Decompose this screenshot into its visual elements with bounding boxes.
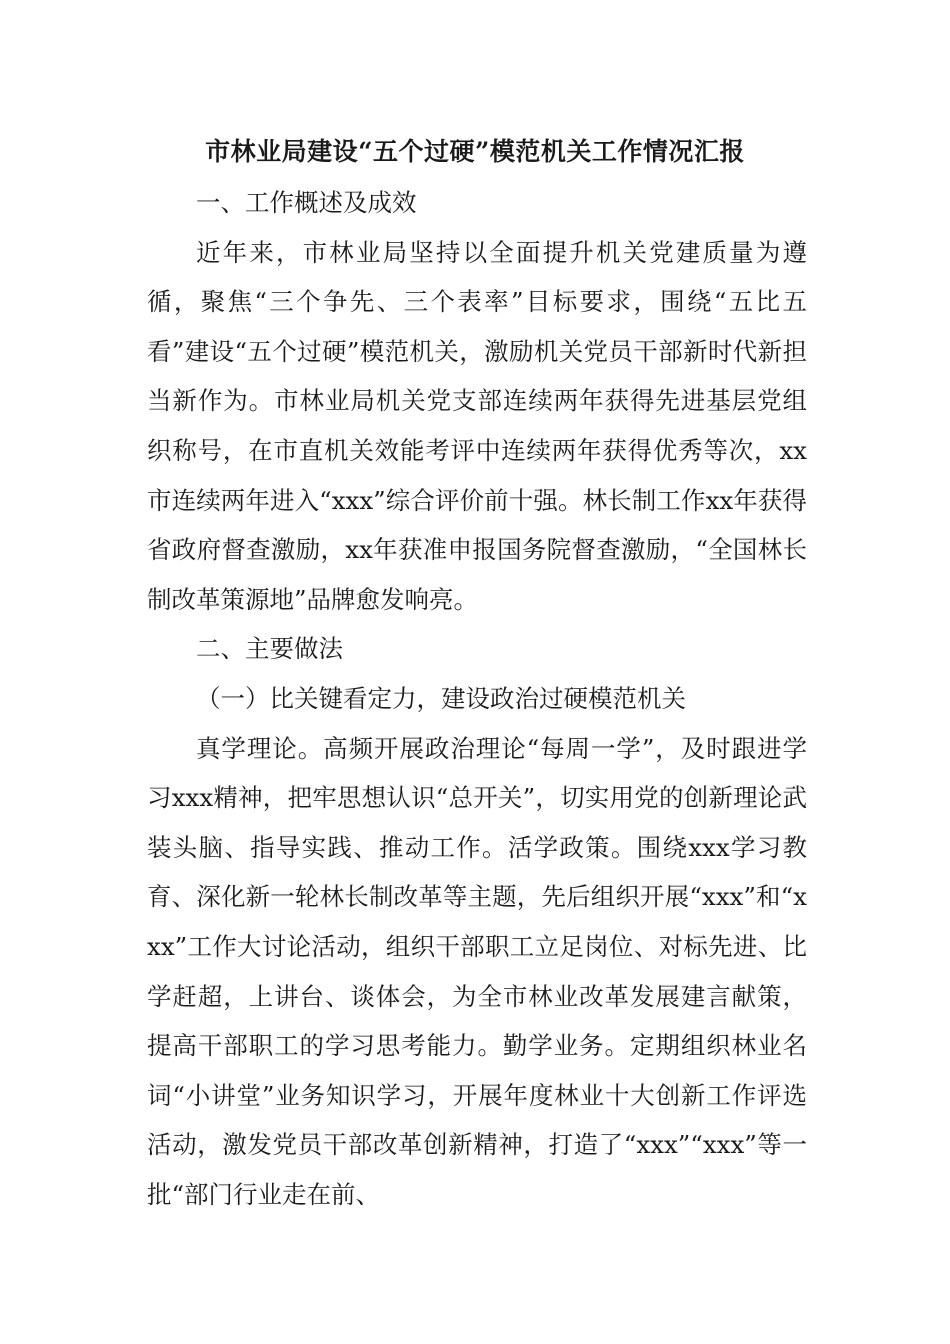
subsection-heading-political: （一）比关键看定力，建设政治过硬模范机关 [196, 683, 686, 713]
document-title: 市林业局建设“五个过硬”模范机关工作情况汇报 [205, 137, 745, 166]
section-heading-overview: 一、工作概述及成效 [196, 188, 417, 217]
paragraph-overview: 近年来，市林业局坚持以全面提升机关党建质量为遵循，聚焦“三个争先、三个表率”目标要求，围绕“五比五看”建设“五个过硬”模范机关，激励机关党员干部新时代新担当新作为。市林业局机关党支部连续两年获得先进基层党组织称号，在市直机关效能考评中连续两年获得优秀等次，xx市连续两年进入“xxx”综合评价前十强。林长制工作xx年获得省政府督查激励，xx年获准申报国务院督查激励，“全国林长制改革策源地”品牌愈发响亮。 [147, 237, 807, 614]
document-body [147, 178, 807, 1219]
section-heading-main-practices: 二、主要做法 [196, 634, 343, 664]
paragraph-political: 真学理论。高频开展政治理论“每周一学”，及时跟进学习xxx精神，把牢思想认识“总开关”，切实用党的创新理论武装头脑、指导实践、推动工作。活学政策。围绕xxx学习教育、深化新一轮林长制改革等主题，先后组织开展“xxx”和“xxx”工作大讨论活动，组织干部职工立足岗位、对标先进、比学赶超，上讲台、谈体会，为全市林业改革发展建言献策，提高干部职工的学习思考能力。勤学业务。定期组织林业名词“小讲堂”业务知识学习，开展年度林业十大创新工作评选活动，激发党员干部改革创新精神，打造了“xxx”“xxx”等一批“部门行业走在前、 [147, 733, 807, 1209]
